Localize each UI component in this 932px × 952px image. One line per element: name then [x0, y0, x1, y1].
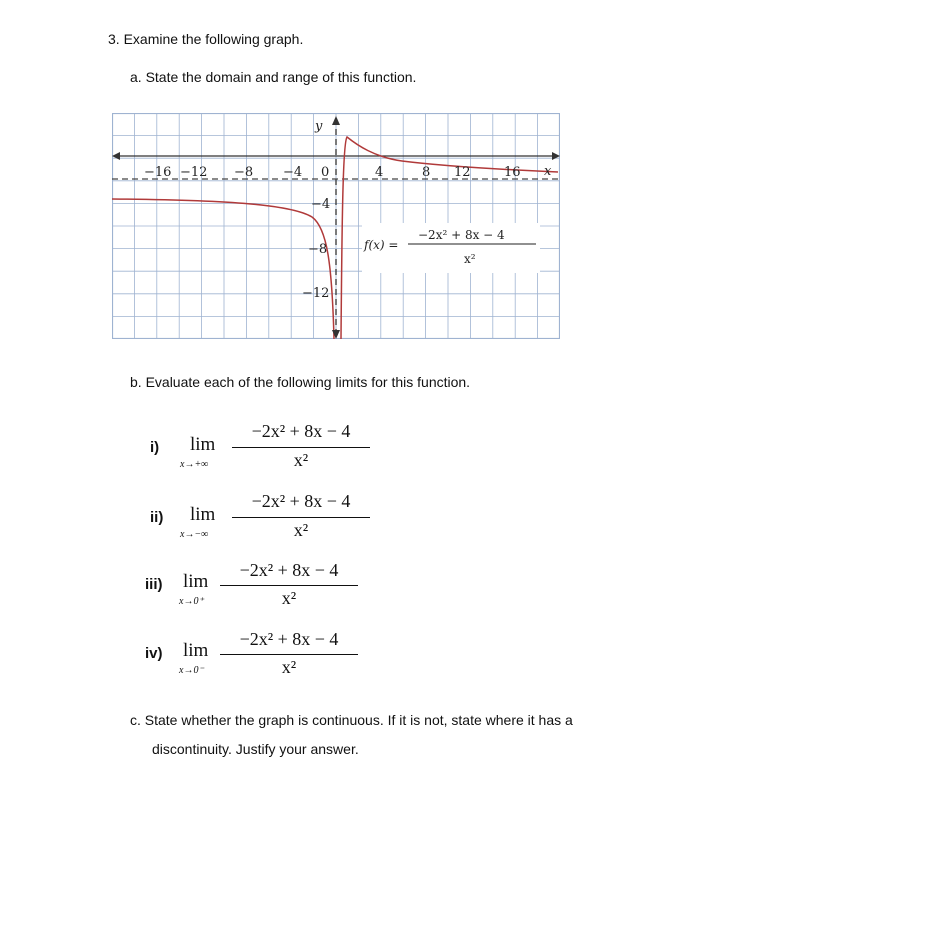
question-3-prompt: 3. Examine the following graph. — [108, 31, 304, 47]
function-denominator: x² — [464, 252, 476, 266]
part-b-prompt: b. Evaluate each of the following limits for this function. — [130, 374, 471, 390]
x-tick-label: 16 — [504, 165, 521, 180]
y-axis-label: y — [315, 119, 323, 134]
limit-lim: lim — [183, 571, 209, 592]
limit-approach: x→0⁺ — [179, 596, 204, 607]
y-tick-label: −12 — [302, 286, 330, 301]
x-tick-label: 12 — [454, 165, 471, 180]
part-c-prompt-line2: discontinuity. Justify your answer. — [152, 741, 359, 757]
limit-lim: lim — [190, 434, 216, 455]
limit-denominator: x² — [281, 588, 297, 608]
y-axis-arrow-up — [332, 116, 340, 125]
limit-numerator: −2x² + 8x − 4 — [251, 421, 351, 441]
x-tick-label: −4 — [283, 165, 303, 180]
limit-numerator: −2x² + 8x − 4 — [239, 560, 339, 580]
x-axis-label: x — [544, 164, 552, 179]
limit-denominator: x² — [281, 657, 297, 677]
limit-numerator: −2x² + 8x − 4 — [239, 629, 339, 649]
x-tick-label: −16 — [144, 165, 172, 180]
limit-item — [145, 558, 375, 618]
limit-lim: lim — [183, 640, 209, 661]
limit-label: i) — [150, 439, 160, 456]
limit-approach: x→−∞ — [180, 529, 209, 540]
fraction-bar — [220, 585, 358, 586]
fraction-bar — [232, 517, 370, 518]
function-lhs: f(x) = — [364, 238, 399, 252]
limit-item — [150, 418, 380, 478]
limit-approach: x→0⁻ — [179, 665, 204, 676]
y-tick-label: −8 — [308, 242, 328, 257]
limit-item — [150, 488, 380, 548]
y-tick-label: −4 — [311, 197, 331, 212]
part-a-prompt: a. State the domain and range of this function. — [130, 69, 417, 85]
function-label — [362, 223, 540, 273]
fraction-bar — [220, 654, 358, 655]
part-c-prompt-line1: c. State whether the graph is continuous. If it is not, state where it has a — [130, 712, 573, 728]
limit-label: iv) — [145, 645, 163, 662]
limit-numerator: −2x² + 8x − 4 — [251, 491, 351, 511]
function-numerator: −2x² + 8x − 4 — [418, 228, 505, 242]
limit-item — [145, 627, 375, 687]
limit-label: ii) — [150, 509, 164, 526]
x-tick-label: −12 — [180, 165, 208, 180]
limit-approach: x→+∞ — [180, 459, 209, 470]
x-tick-label: 8 — [422, 165, 431, 180]
x-tick-label: −8 — [234, 165, 254, 180]
limit-lim: lim — [190, 504, 216, 525]
limit-denominator: x² — [293, 520, 309, 540]
fraction-bar — [232, 447, 370, 448]
x-tick-label: 0 — [321, 165, 330, 180]
limit-denominator: x² — [293, 450, 309, 470]
curve-left-branch — [112, 199, 334, 339]
x-tick-label: 4 — [375, 165, 384, 180]
limit-label: iii) — [145, 576, 163, 593]
function-graph — [112, 113, 560, 339]
